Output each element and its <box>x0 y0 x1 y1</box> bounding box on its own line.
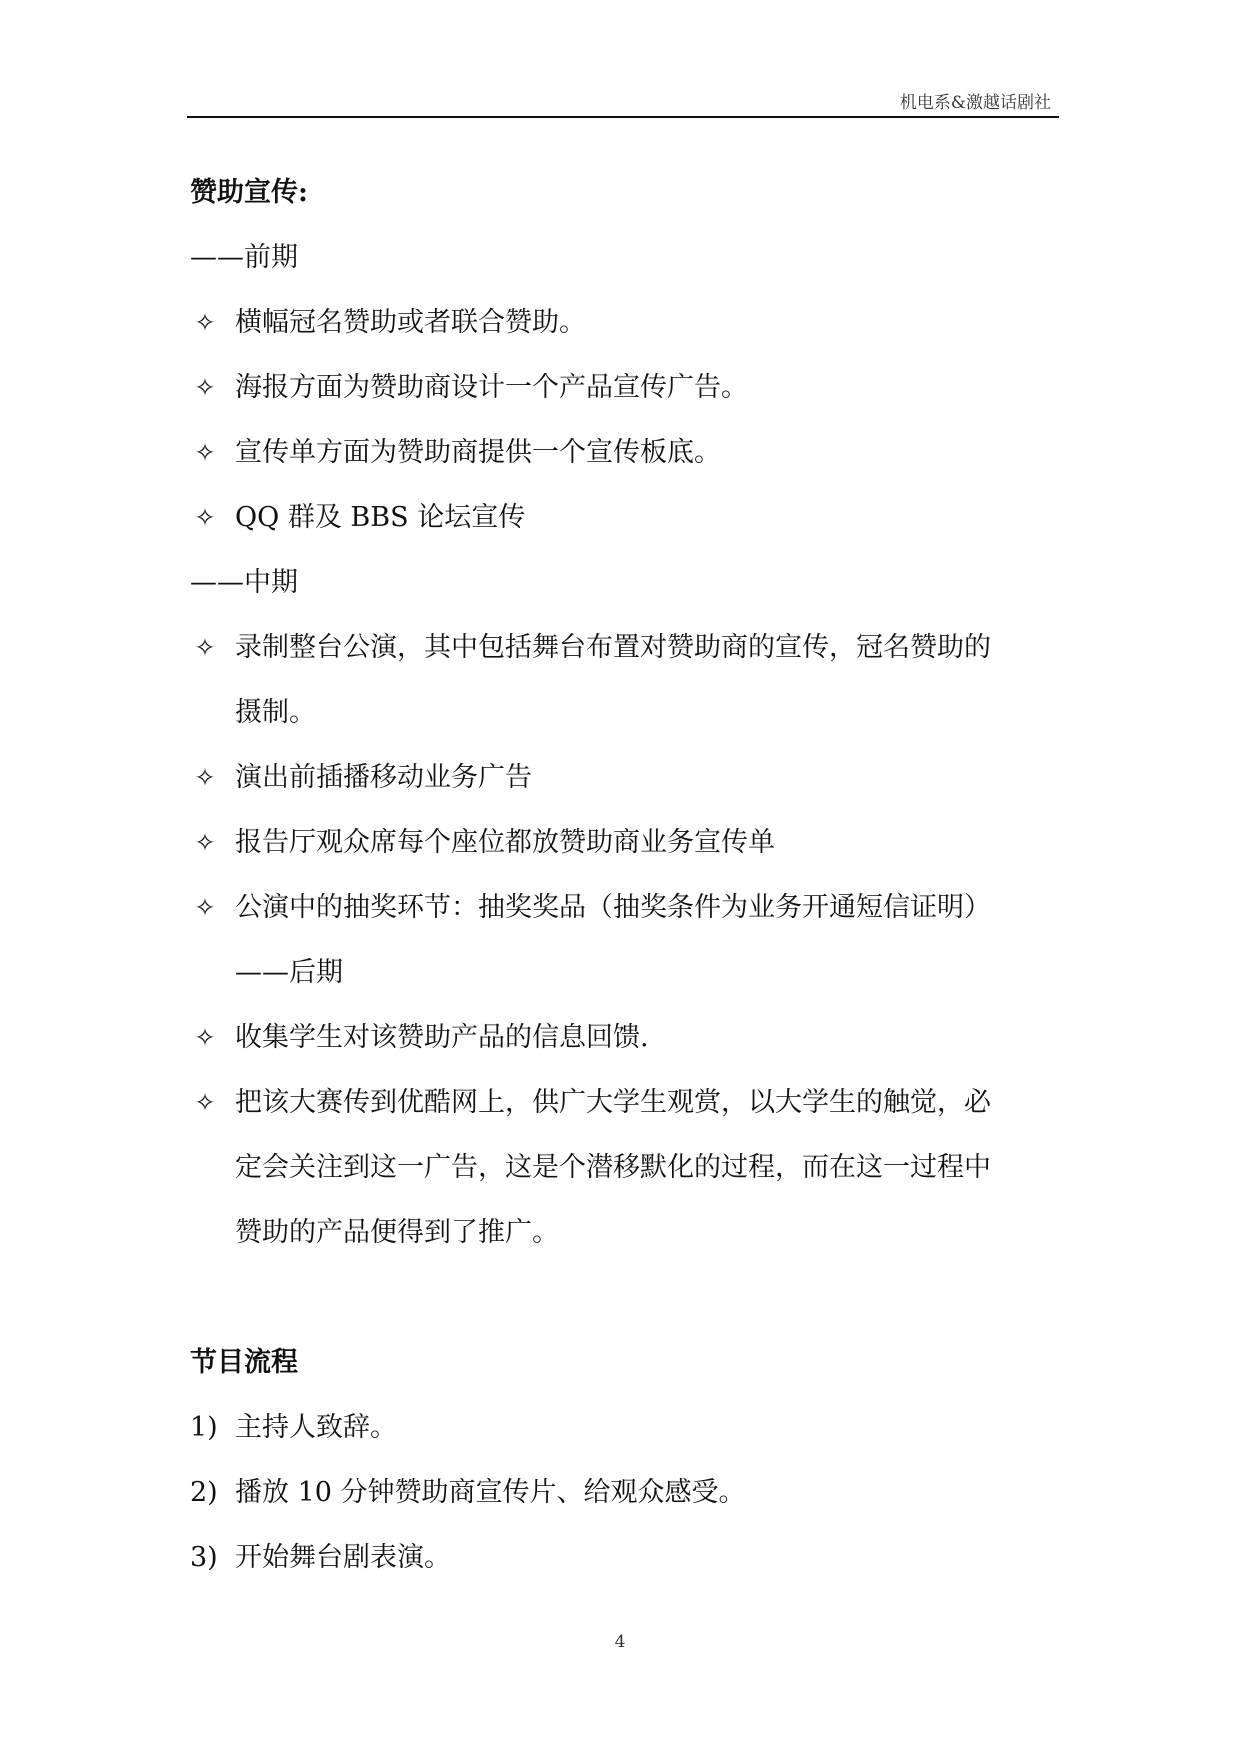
bullet-icon: ✧ <box>194 373 216 402</box>
bullet-icon: ✧ <box>194 828 216 857</box>
phase-label-early: ——前期 <box>190 242 298 273</box>
bullet-icon: ✧ <box>194 438 216 467</box>
bullet-icon: ✧ <box>194 503 216 532</box>
phase-label-late: ——后期 <box>235 957 343 988</box>
list-item-continuation: 摄制。 <box>235 697 316 728</box>
list-item: ✧ 横幅冠名赞助或者联合赞助。 <box>190 290 1060 355</box>
document-body <box>190 160 1060 1590</box>
bullet-icon: ✧ <box>194 308 216 337</box>
section-title-sponsorship: 赞助宣传: <box>190 177 308 208</box>
bullet-icon: ✧ <box>194 633 216 662</box>
bullet-icon: ✧ <box>194 1088 216 1117</box>
numbered-item: 1) 主持人致辞。 <box>190 1395 1060 1460</box>
item-number: 2) <box>190 1477 218 1508</box>
numbered-item: 3) 开始舞台剧表演。 <box>190 1525 1060 1590</box>
list-item: ✧ 宣传单方面为赞助商提供一个宣传板底。 <box>190 420 1060 485</box>
bullet-icon: ✧ <box>194 893 216 922</box>
list-item: ✧ 海报方面为赞助商设计一个产品宣传广告。 <box>190 355 1060 420</box>
bullet-icon: ✧ <box>194 1023 216 1052</box>
page-number: 4 <box>614 1632 626 1652</box>
list-item: ✧ 演出前插播移动业务广告 <box>190 745 1060 810</box>
spacer <box>190 1265 1060 1330</box>
item-number: 1) <box>190 1412 218 1443</box>
phase-label-middle: ——中期 <box>190 567 298 598</box>
item-number: 3) <box>190 1542 218 1573</box>
list-item: ✧ 公演中的抽奖环节：抽奖奖品（抽奖条件为业务开通短信证明） <box>190 875 1060 940</box>
list-item-continuation: 赞助的产品便得到了推广。 <box>235 1217 559 1248</box>
bullet-icon: ✧ <box>194 763 216 792</box>
header-text: 机电系&激越话剧社 <box>899 93 1051 113</box>
list-item: ✧ 报告厅观众席每个座位都放赞助商业务宣传单 <box>190 810 1060 875</box>
list-item-continuation: 定会关注到这一广告，这是个潜移默化的过程，而在这一过程中 <box>235 1152 991 1183</box>
list-item: ✧ QQ 群及 BBS 论坛宣传 <box>190 485 1060 550</box>
list-item: ✧ 收集学生对该赞助产品的信息回馈. <box>190 1005 1060 1070</box>
list-item: ✧ 录制整台公演，其中包括舞台布置对赞助商的宣传，冠名赞助的 <box>190 615 1060 680</box>
page-header <box>187 88 1059 118</box>
section-title-program: 节目流程 <box>190 1347 298 1378</box>
list-item: ✧ 把该大赛传到优酷网上，供广大学生观赏，以大学生的触觉，必 <box>190 1070 1060 1135</box>
numbered-item: 2) 播放 10 分钟赞助商宣传片、给观众感受。 <box>190 1460 1060 1525</box>
